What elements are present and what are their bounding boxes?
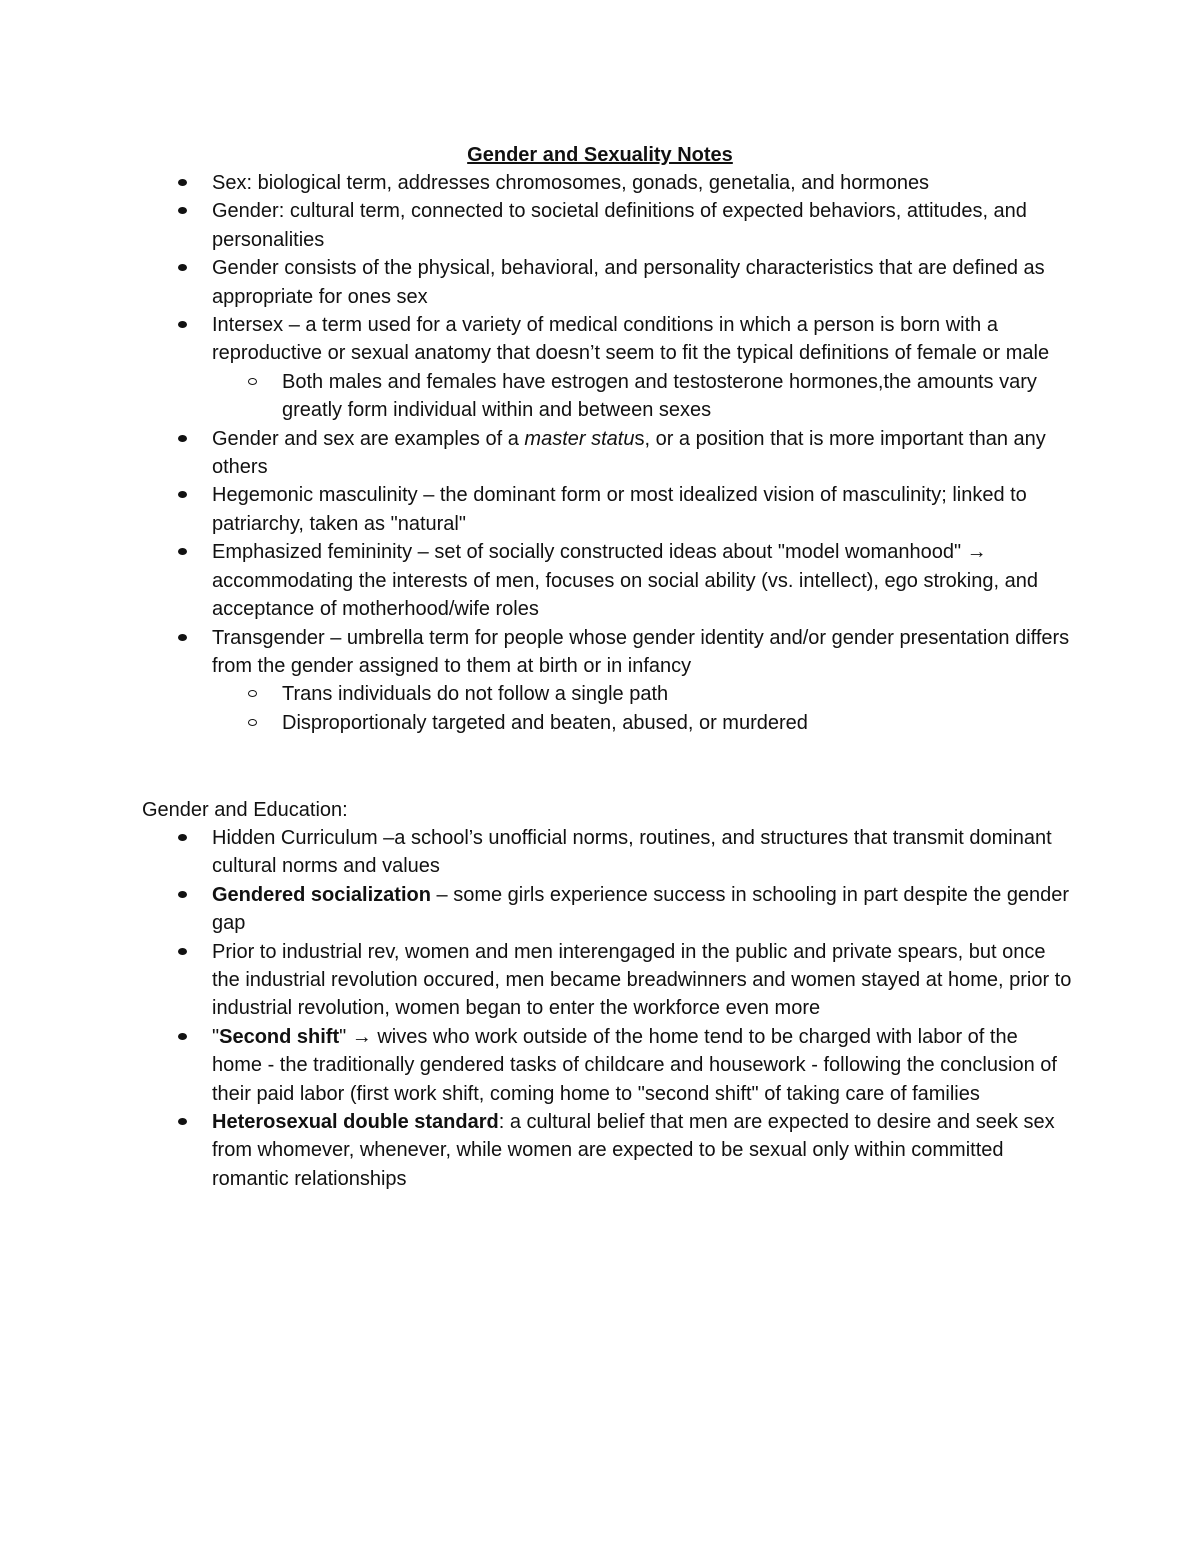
- list-item-text: Intersex – a term used for a variety of medical conditions in which a person is born with a reproductive or sexual anatomy that doesn’t seem to fit the typical definitions of female or male: [212, 314, 1050, 365]
- circle-bullet-icon: [248, 378, 257, 385]
- circle-bullet-icon: [248, 690, 257, 697]
- bullet-icon: [178, 834, 187, 841]
- sub-list-item: [282, 368, 1072, 425]
- list-item-text: Gender consists of the physical, behavioral, and personality characteristics that are defined as appropriate for ones sex: [212, 257, 1045, 308]
- list-item-text: Sex: biological term, addresses chromosomes, gonads, genetalia, and hormones: [212, 172, 930, 194]
- list-item-text: Hidden Curriculum –a school’s unofficial norms, routines, and structures that transmit dominant cultural norms and values: [212, 827, 1052, 878]
- bullet-icon: [178, 891, 187, 898]
- list-item: [212, 197, 1072, 254]
- bold-term: Heterosexual double standard: [212, 1111, 499, 1134]
- list-item: [212, 538, 1072, 623]
- list-item: [212, 1108, 1072, 1193]
- list-item: [212, 169, 1072, 197]
- sub-list-item: [282, 680, 1072, 708]
- list-item: [212, 425, 1072, 482]
- list-item: [212, 881, 1072, 938]
- list-item: [212, 254, 1072, 311]
- list-item-text: Transgender – umbrella term for people whose gender identity and/or gender presentation differs from the gender assigned to them at birth or in infancy: [212, 626, 1070, 677]
- bullet-icon: [178, 207, 187, 214]
- bullet-icon: [178, 634, 187, 641]
- list-item-text: Emphasized femininity – set of socially constructed ideas about "model womanhood" → accommodating the interests of men, focuses on social ability (vs. intellect), ego stroking, and acceptance of motherhood/wife roles: [212, 541, 1038, 621]
- bullet-icon: [178, 948, 187, 955]
- list-item-text: Disproportionaly targeted and beaten, abused, or murdered: [282, 711, 808, 734]
- circle-bullet-icon: [248, 719, 257, 726]
- section-heading: Gender and Education:: [142, 799, 348, 821]
- bullet-icon: [178, 179, 187, 186]
- list-item-text: Prior to industrial rev, women and men interengaged in the public and private spears, but once the industrial revolution occured, men became breadwinners and women stayed at home, prior to industrial revolution, women began to enter the workforce even more: [212, 940, 1072, 1020]
- list-item: [212, 824, 1072, 881]
- list-item-text: : a cultural belief that men are expected to desire and seek sex from whomever, whenever, while women are expected to be sexual only within committed romantic relationships: [212, 1111, 1055, 1190]
- notes-list: [0, 169, 1200, 737]
- italic-term: master statu: [524, 427, 635, 450]
- list-item-text: ": [212, 1025, 220, 1048]
- list-item-text: Gender and sex are examples of a: [212, 427, 525, 450]
- bullet-icon: [178, 491, 187, 498]
- bullet-icon: [178, 435, 187, 442]
- list-item: [212, 1023, 1072, 1108]
- list-item: [212, 938, 1072, 1023]
- bullet-icon: [178, 1118, 187, 1125]
- document-title: Gender and Sexuality Notes: [467, 144, 733, 166]
- list-item: [212, 624, 1072, 681]
- list-item: [212, 481, 1072, 538]
- list-item-text: " → wives who work outside of the home tend to be charged with labor of the home - the traditionally gendered tasks of childcare and housework - following the conclusion of their paid labor (first work shift, coming home to "second shift" of taking care of families: [212, 1025, 1057, 1105]
- list-item: [212, 311, 1072, 368]
- bullet-icon: [178, 321, 187, 328]
- list-item-text: Gender: cultural term, connected to societal definitions of expected behaviors, attitudes, and personalities: [212, 200, 1027, 251]
- bold-term: Second shift: [219, 1025, 340, 1048]
- list-item-text: Hegemonic masculinity – the dominant form or most idealized vision of masculinity; linked to patriarchy, taken as "natural": [212, 484, 1027, 535]
- bold-term: Gendered socialization: [212, 883, 431, 906]
- bullet-icon: [178, 264, 187, 271]
- list-item-text: Both males and females have estrogen and testosterone hormones,the amounts vary greatly form individual within and between sexes: [282, 370, 1037, 422]
- bullet-icon: [178, 1033, 187, 1040]
- list-item-text: s, or a position that is more important than any others: [212, 427, 1046, 479]
- list-item-text: Trans individuals do not follow a single path: [282, 683, 669, 706]
- education-list: [0, 824, 1200, 1193]
- list-item-text: – some girls experience success in schooling in part despite the gender gap: [212, 883, 1070, 935]
- bullet-icon: [178, 548, 187, 555]
- sub-list-item: [282, 709, 1072, 737]
